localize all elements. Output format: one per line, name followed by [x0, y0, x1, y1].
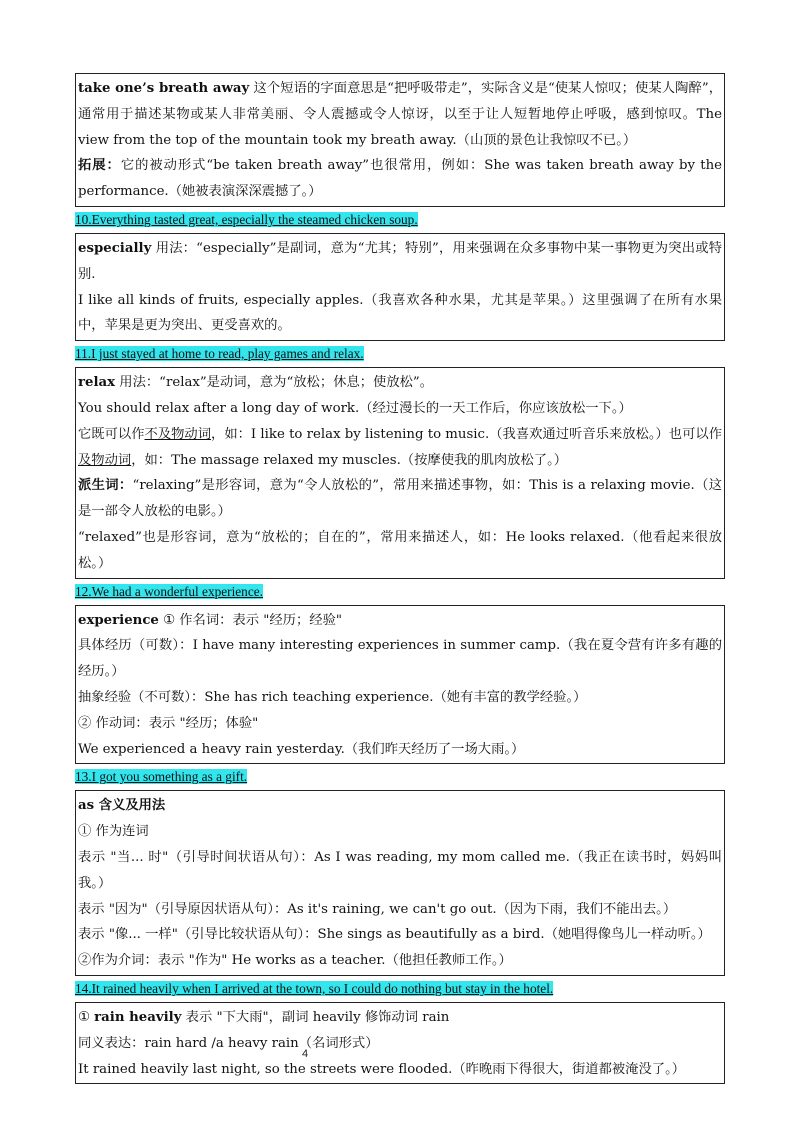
note-paragraph — [78, 236, 722, 288]
highlighted-sentence: 11.I just stayed at home to read, play games and relax. — [75, 346, 364, 362]
term: take one’s breath away — [78, 81, 250, 96]
note-paragraph: ① 作为连词 — [78, 824, 149, 840]
term: relax — [78, 375, 116, 391]
sentence-heading-14 — [75, 976, 725, 1002]
sentence-heading-11 — [75, 341, 725, 367]
term: rain heavily — [94, 1009, 182, 1025]
highlighted-sentence: 12.We had a wonderful experience. — [75, 583, 263, 599]
note-box-experience — [75, 605, 725, 765]
section-title: as 含义及用法 — [78, 798, 166, 814]
note-box-as — [75, 790, 725, 976]
note-paragraph — [78, 422, 722, 474]
note-text: ，如：The massage relaxed my muscles.（按摩使我的肌肉放松了。） — [131, 452, 568, 468]
note-text: 用法：“especially”是副词，意为“尤其；特别”，用来强调在众多事物中某一事物更为突出或特别. — [78, 240, 722, 282]
item-number: ① — [78, 1009, 95, 1025]
note-paragraph: ② 作动词：表示 "经历；体验" — [78, 715, 259, 731]
extension-label: 拓展： — [78, 158, 121, 174]
note-text: 用法：“relax”是动词，意为“放松；休息；使放松”。 — [115, 375, 434, 391]
note-paragraph — [78, 473, 722, 525]
note-paragraph: “relaxed”也是形容词，意为“放松的；自在的”，常用来描述人，如：He looks relaxed.（他看起来很放松。） — [78, 529, 722, 571]
sentence-heading-13 — [75, 764, 725, 790]
note-paragraph: 同义表达：rain hard /a heavy rain（名词形式） — [78, 1035, 379, 1051]
term: experience — [78, 612, 159, 628]
note-box-breath — [75, 73, 725, 207]
page-content — [75, 73, 725, 1084]
note-paragraph — [78, 608, 722, 634]
note-paragraph: I like all kinds of fruits, especially apples.（我喜欢各种水果，尤其是苹果。）这里强调了在所有水果中，苹果是更为突出、更受喜欢的。 — [78, 292, 722, 334]
sentence-heading-10 — [75, 207, 725, 233]
note-paragraph — [78, 76, 722, 153]
note-box-especially — [75, 233, 725, 341]
underlined-term: 不及物动词 — [144, 426, 212, 442]
note-paragraph: It rained heavily last night, so the streets were flooded.（昨晚雨下得很大，街道都被淹没了。） — [78, 1061, 686, 1077]
sentence-heading-12 — [75, 579, 725, 605]
note-paragraph: 表示 "像... 一样"（引导比较状语从句）：She sings as beautifully as a bird.（她唱得像鸟儿一样动听。） — [78, 927, 711, 943]
highlighted-sentence: 13.I got you something as a gift. — [75, 769, 248, 785]
note-paragraph — [78, 793, 722, 819]
note-paragraph — [78, 153, 722, 205]
highlighted-sentence: 14.It rained heavily when I arrived at the town, so I could do nothing but stay in the hotel. — [75, 980, 554, 996]
note-paragraph: You should relax after a long day of work.（经过漫长的一天工作后，你应该放松一下。） — [78, 400, 632, 416]
note-text: 这个短语的字面意思是“把呼吸带走”，实际含义是“使某人惊叹；使某人陶醉”，通常用于描述某物或某人非常美丽、令人震撼或令人惊讶，以至于让人短暂地停止呼吸，感到惊叹。The view from the top of the mountain took my breath away.（山顶的景色让我惊叹不已。） — [78, 81, 722, 148]
underlined-term: 及物动词 — [78, 452, 132, 468]
note-paragraph — [78, 370, 722, 396]
term: especially — [78, 240, 152, 256]
note-text: ，如：I like to relax by listening to music.（我喜欢通过听音乐来放松。）也可以作 — [211, 426, 723, 442]
highlighted-sentence: 10.Everything tasted great, especially the steamed chicken soup. — [75, 211, 418, 227]
note-paragraph — [78, 1005, 722, 1031]
note-text: ① 作名词：表示 "经历；经验" — [158, 612, 342, 628]
note-box-relax — [75, 367, 725, 578]
note-paragraph: 表示 "因为"（引导原因状语从句）：As it's raining, we can't go out.（因为下雨，我们不能出去。） — [78, 901, 677, 917]
note-text: “relaxing”是形容词，意为“令人放松的”，常用来描述事物，如：This is a relaxing movie.（这是一部令人放松的电影。） — [78, 478, 723, 520]
note-paragraph: We experienced a heavy rain yesterday.（我们昨天经历了一场大雨。） — [78, 741, 525, 757]
derivative-label: 派生词： — [78, 478, 133, 494]
note-text: 它既可以作 — [78, 426, 145, 442]
note-text: 它的被动形式“be taken breath away”也很常用，例如：She was taken breath away by the performance.（她被表演深深震撼了。） — [78, 158, 722, 200]
note-paragraph: 抽象经验（不可数）：She has rich teaching experience.（她有丰富的教学经验。） — [78, 689, 587, 705]
note-text: 表示 "下大雨"，副词 heavily 修饰动词 rain — [181, 1009, 450, 1025]
note-paragraph: ②作为介词：表示 "作为" He works as a teacher.（他担任教师工作。） — [78, 953, 512, 969]
note-box-rain-heavily — [75, 1002, 725, 1084]
note-paragraph: 具体经历（可数）：I have many interesting experiences in summer camp.（我在夏令营有许多有趣的经历。） — [78, 638, 722, 680]
note-paragraph: 表示 "当... 时"（引导时间状语从句）：As I was reading, my mom called me.（我正在读书时，妈妈叫我。） — [78, 849, 722, 891]
page-number: 4 — [301, 1048, 309, 1060]
